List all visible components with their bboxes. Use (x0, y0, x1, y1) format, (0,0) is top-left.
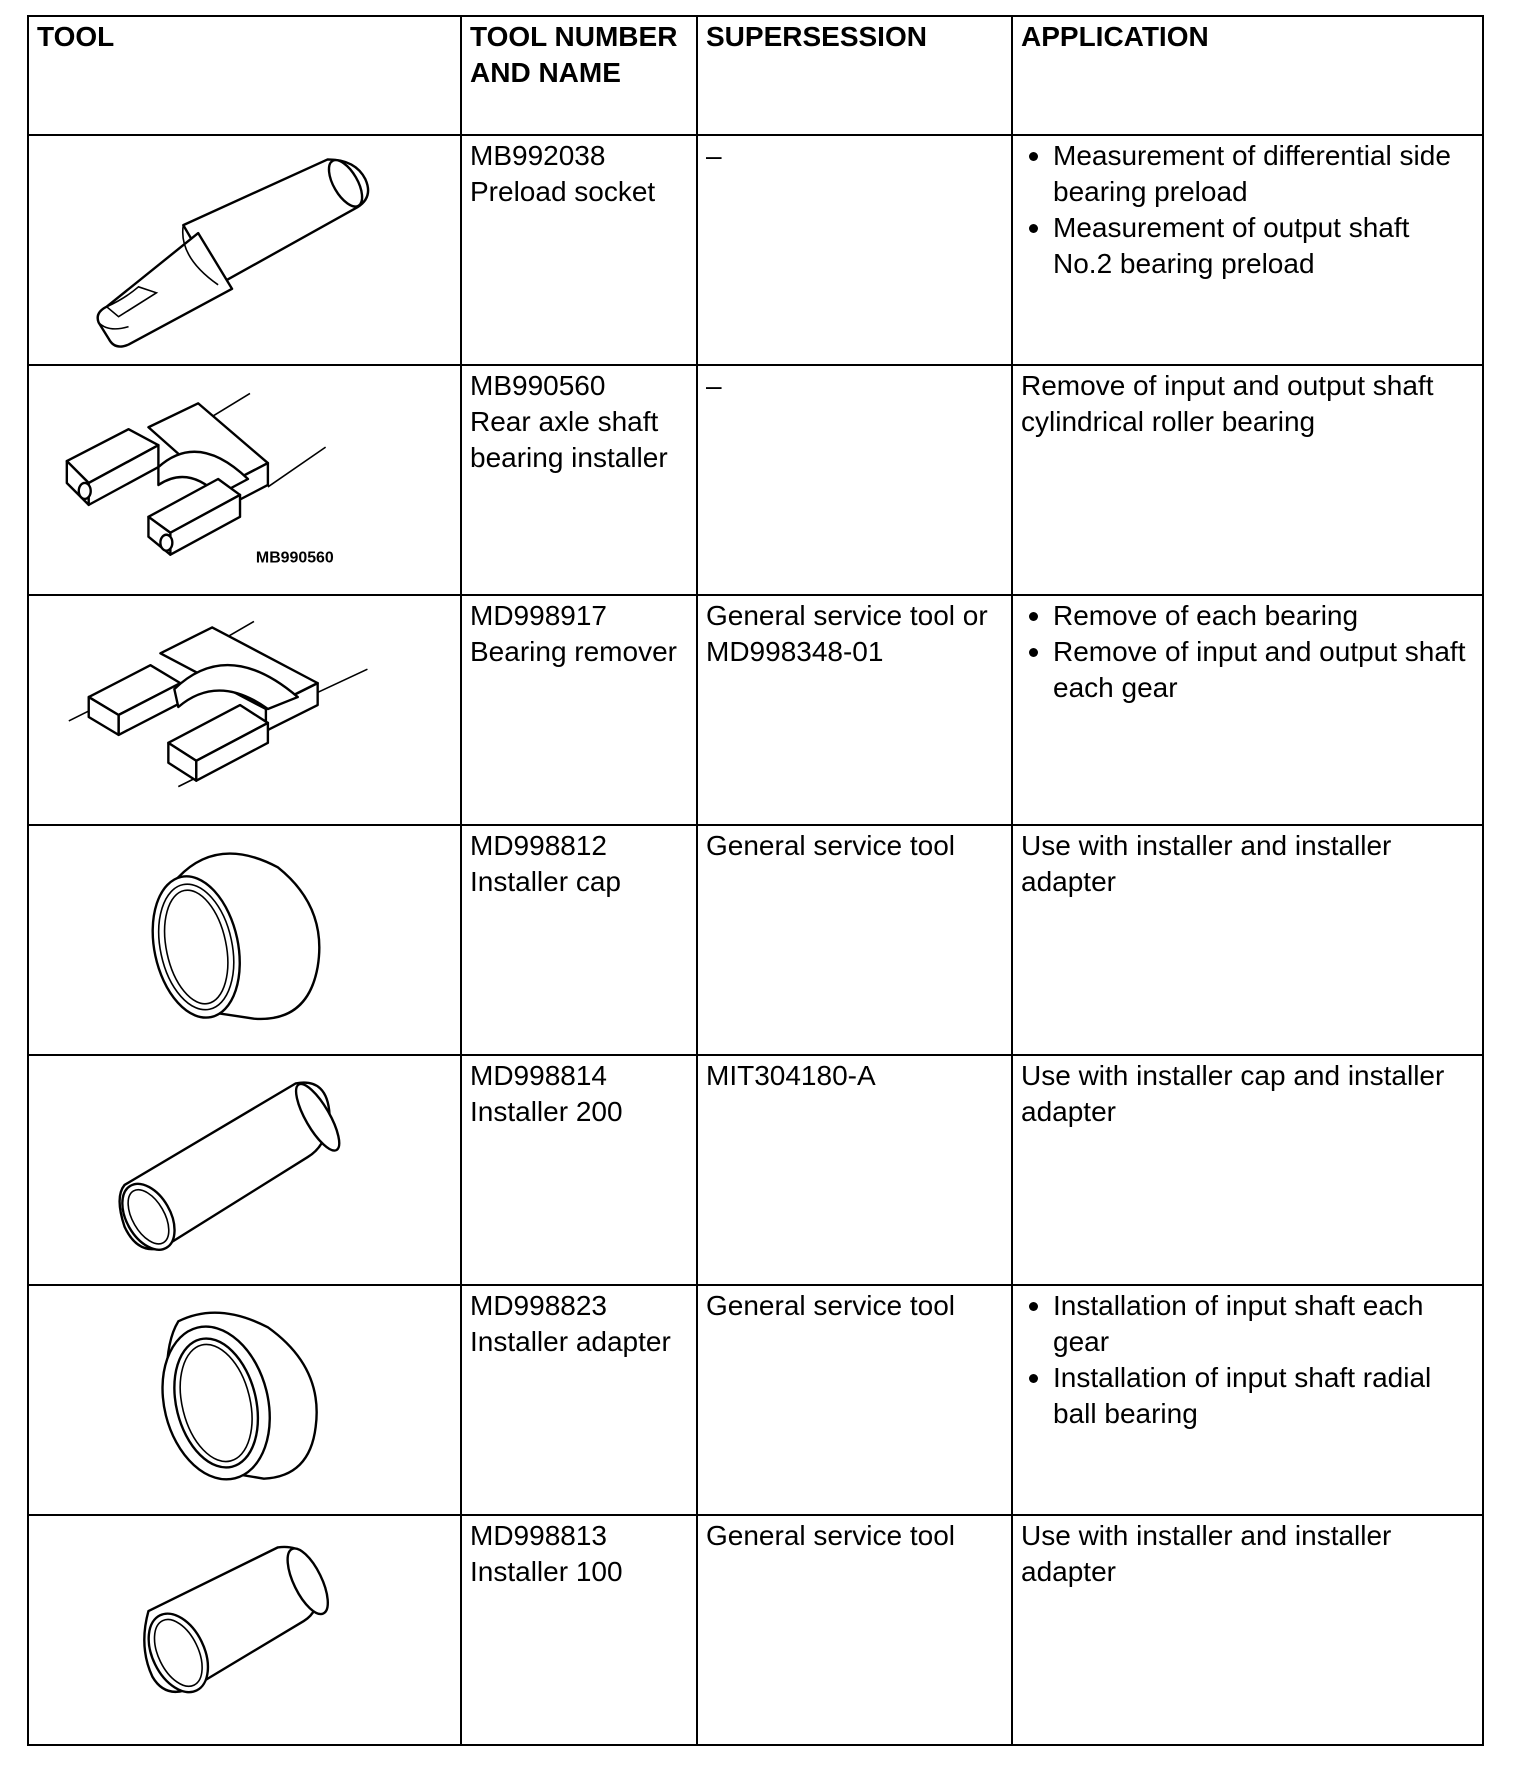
tool-number: MD998823 (470, 1290, 607, 1321)
application-cell: Use with installer cap and installer adapter (1012, 1055, 1483, 1285)
supersession-cell: – (697, 135, 1012, 365)
tool-number-cell (461, 825, 697, 1055)
preload-socket-icon (29, 136, 460, 364)
application-cell (1012, 135, 1483, 365)
tool-image-cell (28, 825, 461, 1055)
tool-image-cell (28, 135, 461, 365)
table-row (28, 135, 1483, 365)
header-row (28, 16, 1483, 135)
tool-number: MB990560 (470, 370, 606, 401)
tool-number-cell (461, 135, 697, 365)
installer-adapter-icon (29, 1286, 460, 1514)
tool-number-cell (461, 1515, 697, 1745)
table-row (28, 1055, 1483, 1285)
tool-number-cell (461, 365, 697, 595)
installer-200-icon (29, 1056, 460, 1284)
application-item: Installation of input shaft each gear (1053, 1288, 1474, 1360)
application-item: Remove of input and output shaft each gear (1053, 634, 1474, 706)
tool-image-cell (28, 1515, 461, 1745)
supersession-cell: General service tool (697, 1285, 1012, 1515)
image-label: MB990560 (255, 549, 334, 567)
tool-image-cell (28, 595, 461, 825)
application-item: Measurement of differential side bearing preload (1053, 138, 1474, 210)
application-list (1021, 598, 1474, 706)
bearing-remover-icon (29, 596, 460, 824)
table-row (28, 1515, 1483, 1745)
header-application: APPLICATION (1012, 16, 1483, 135)
tool-image-cell (28, 365, 461, 595)
application-item: Installation of input shaft radial ball bearing (1053, 1360, 1474, 1432)
table-row (28, 595, 1483, 825)
table-row (28, 365, 1483, 595)
application-cell (1012, 595, 1483, 825)
supersession-cell: MIT304180-A (697, 1055, 1012, 1285)
tool-number-cell (461, 595, 697, 825)
tool-number: MD998917 (470, 600, 607, 631)
application-item: Remove of each bearing (1053, 598, 1474, 634)
tool-number: MD998814 (470, 1060, 607, 1091)
tool-name: Preload socket (470, 176, 656, 207)
application-cell: Remove of input and output shaft cylindrical roller bearing (1012, 365, 1483, 595)
supersession-cell: General service tool (697, 1515, 1012, 1745)
special-tools-table (27, 15, 1484, 1746)
supersession-cell: General service tool (697, 825, 1012, 1055)
tool-number: MD998812 (470, 830, 607, 861)
supersession-cell: General service tool or MD998348-01 (697, 595, 1012, 825)
tool-number: MB992038 (470, 140, 606, 171)
tool-image-cell (28, 1055, 461, 1285)
tool-name: Rear axle shaft bearing installer (470, 406, 668, 473)
application-item: Measurement of output shaft No.2 bearing preload (1053, 210, 1474, 282)
application-cell (1012, 1285, 1483, 1515)
tool-name: Installer adapter (470, 1326, 671, 1357)
application-list (1021, 138, 1474, 282)
header-supersession: SUPERSESSION (697, 16, 1012, 135)
tool-number-cell (461, 1055, 697, 1285)
tool-name: Bearing remover (470, 636, 677, 667)
application-cell: Use with installer and installer adapter (1012, 825, 1483, 1055)
supersession-cell: – (697, 365, 1012, 595)
installer-100-icon (29, 1516, 460, 1744)
table-row (28, 1285, 1483, 1515)
installer-cap-icon (29, 826, 460, 1054)
tool-number-cell (461, 1285, 697, 1515)
application-cell: Use with installer and installer adapter (1012, 1515, 1483, 1745)
table-row (28, 825, 1483, 1055)
tool-name: Installer 100 (470, 1556, 623, 1587)
application-list (1021, 1288, 1474, 1432)
tool-name: Installer cap (470, 866, 621, 897)
bearing-installer-icon (29, 366, 460, 594)
tool-image-cell (28, 1285, 461, 1515)
header-tool-number-and-name: TOOL NUMBER AND NAME (461, 16, 697, 135)
tool-number: MD998813 (470, 1520, 607, 1551)
tool-name: Installer 200 (470, 1096, 623, 1127)
header-tool: TOOL (28, 16, 461, 135)
